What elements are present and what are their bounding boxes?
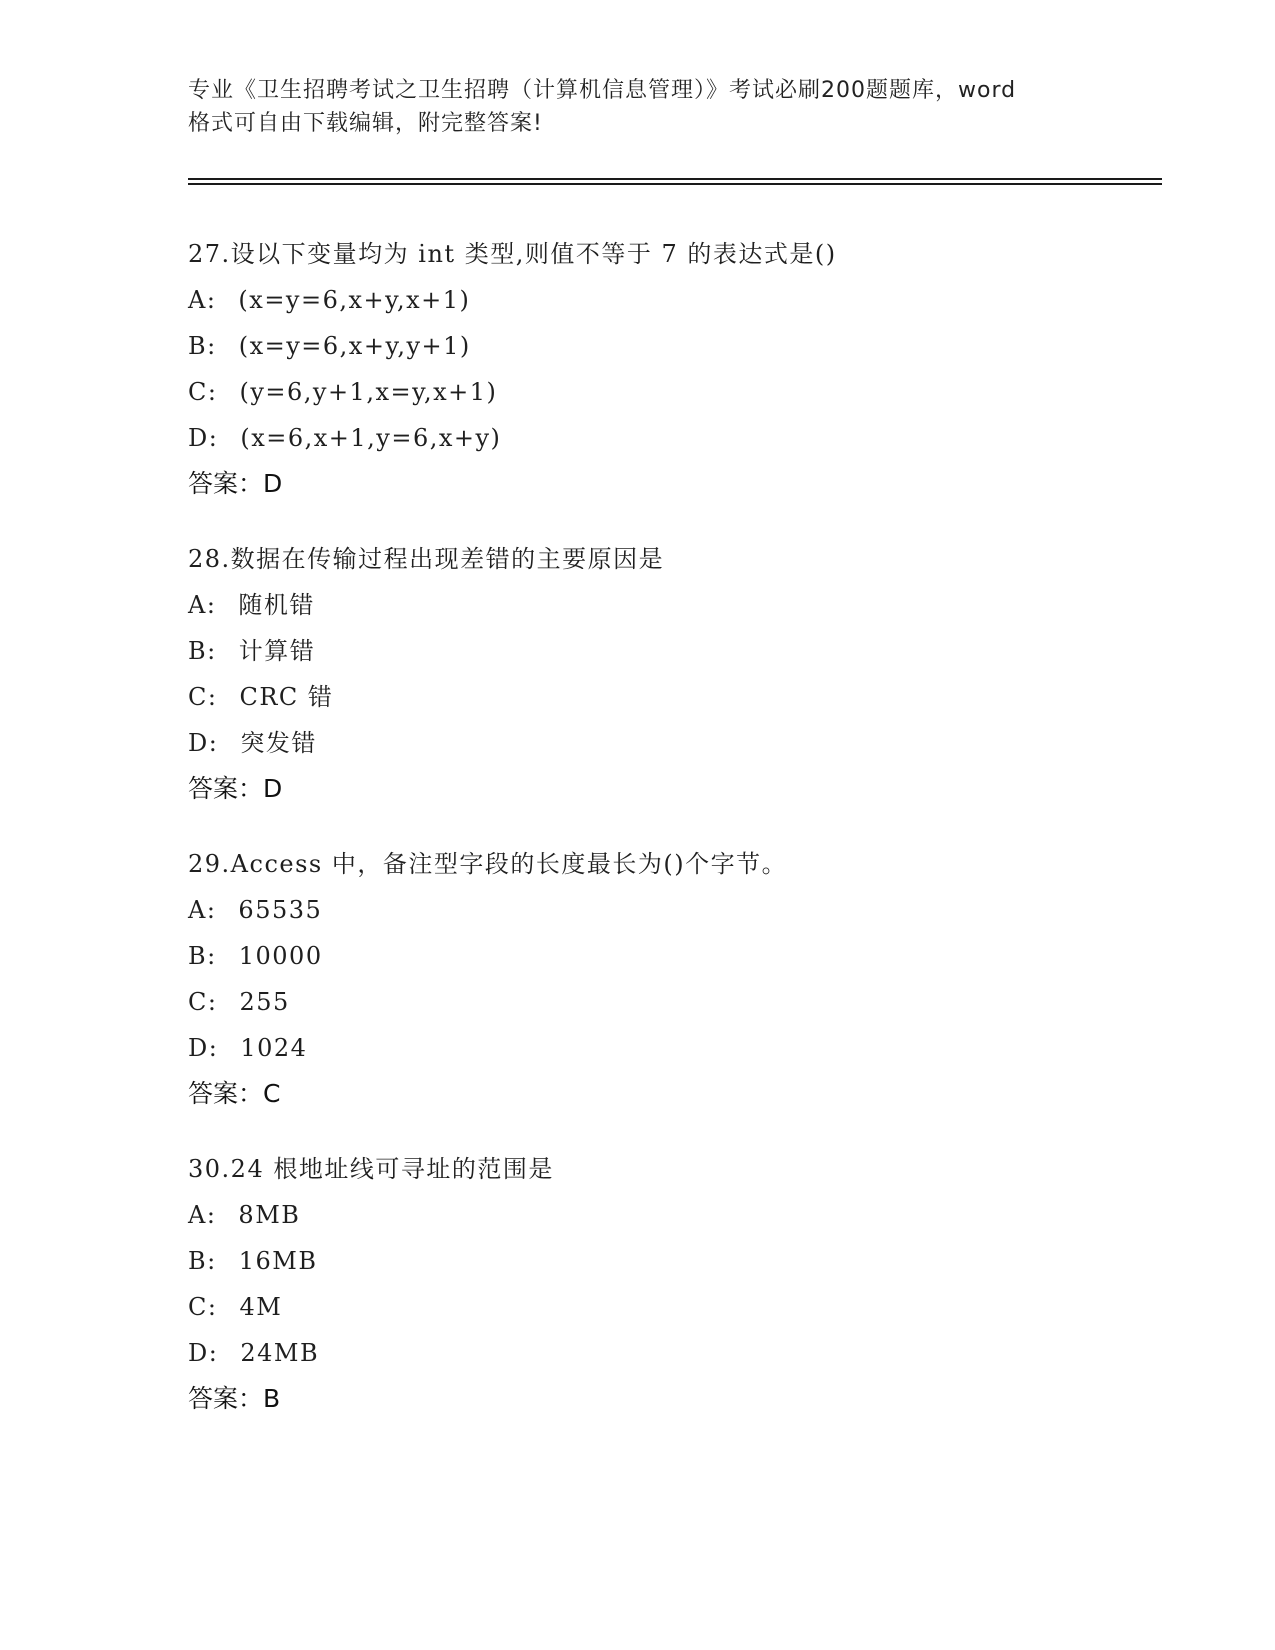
- option-text: (y=6,y+1,x=y,x+1): [239, 378, 498, 406]
- option-letter: B:: [188, 637, 217, 665]
- answer-line: [188, 1071, 1138, 1117]
- option-text: (x=y=6,x+y,x+1): [238, 286, 471, 314]
- option-d: [188, 1330, 1138, 1376]
- option-b: [188, 1238, 1138, 1284]
- option-letter: D:: [188, 424, 219, 452]
- option-letter: A:: [188, 286, 217, 314]
- option-a: [188, 277, 1138, 323]
- option-c: [188, 369, 1138, 415]
- option-b: [188, 323, 1138, 369]
- option-b: [188, 628, 1138, 674]
- option-text: 24MB: [240, 1339, 320, 1367]
- option-text: 8MB: [238, 1201, 301, 1229]
- answer-value: B: [263, 1384, 281, 1413]
- option-text: 1024: [240, 1034, 308, 1062]
- question-stem: 27.设以下变量均为 int 类型,则值不等于 7 的表达式是(): [188, 240, 837, 268]
- option-text: 计算错: [238, 637, 316, 665]
- answer-label: 答案：: [188, 1079, 264, 1108]
- option-a: [188, 582, 1138, 628]
- option-letter: A:: [188, 896, 217, 924]
- option-letter: A:: [188, 591, 217, 619]
- document-header: [188, 74, 1088, 140]
- option-text: 突发错: [240, 729, 317, 757]
- answer-label: 答案：: [188, 469, 264, 498]
- answer-line: [188, 766, 1138, 812]
- option-letter: C:: [188, 988, 218, 1016]
- option-letter: C:: [188, 683, 218, 711]
- option-text: 随机错: [238, 591, 315, 619]
- option-c: [188, 979, 1138, 1025]
- option-c: [188, 1284, 1138, 1330]
- answer-line: [188, 461, 1138, 507]
- option-text: 10000: [238, 942, 323, 970]
- option-text: (x=6,x+1,y=6,x+y): [240, 424, 502, 452]
- answer-label: 答案：: [188, 1384, 264, 1413]
- header-divider-bottom: [188, 183, 1162, 185]
- option-a: [188, 887, 1138, 933]
- option-letter: B:: [188, 332, 217, 360]
- question-28: [188, 536, 1138, 812]
- question-stem: 29.Access 中，备注型字段的长度最长为()个字节。: [188, 850, 788, 878]
- option-d: [188, 1025, 1138, 1071]
- header-divider-top: [188, 178, 1162, 180]
- option-text: 65535: [238, 896, 323, 924]
- option-text: 4M: [239, 1293, 283, 1321]
- option-letter: B:: [188, 942, 217, 970]
- option-letter: D:: [188, 1339, 219, 1367]
- answer-value: D: [263, 469, 283, 498]
- answer-line: [188, 1376, 1138, 1422]
- question-30: [188, 1146, 1138, 1422]
- answer-value: D: [263, 774, 283, 803]
- question-stem: 30.24 根地址线可寻址的范围是: [188, 1155, 554, 1183]
- option-text: 16MB: [238, 1247, 318, 1275]
- option-c: [188, 674, 1138, 720]
- option-text: CRC 错: [239, 683, 334, 711]
- question-27: [188, 231, 1138, 507]
- option-d: [188, 415, 1138, 461]
- answer-label: 答案：: [188, 774, 264, 803]
- option-text: (x=y=6,x+y,y+1): [238, 332, 471, 360]
- option-text: 255: [239, 988, 290, 1016]
- option-d: [188, 720, 1138, 766]
- answer-value: C: [263, 1079, 281, 1108]
- option-b: [188, 933, 1138, 979]
- option-letter: C:: [188, 378, 218, 406]
- header-line-1: 专业《卫生招聘考试之卫生招聘（计算机信息管理）》考试必刷200题题库，word: [188, 78, 1017, 103]
- option-letter: A:: [188, 1201, 217, 1229]
- question-29: [188, 841, 1138, 1117]
- option-letter: B:: [188, 1247, 217, 1275]
- question-stem: 28.数据在传输过程出现差错的主要原因是: [188, 545, 665, 573]
- option-letter: D:: [188, 1034, 219, 1062]
- option-a: [188, 1192, 1138, 1238]
- header-line-2: 格式可自由下载编辑，附完整答案!: [188, 111, 543, 136]
- option-letter: C:: [188, 1293, 218, 1321]
- option-letter: D:: [188, 729, 219, 757]
